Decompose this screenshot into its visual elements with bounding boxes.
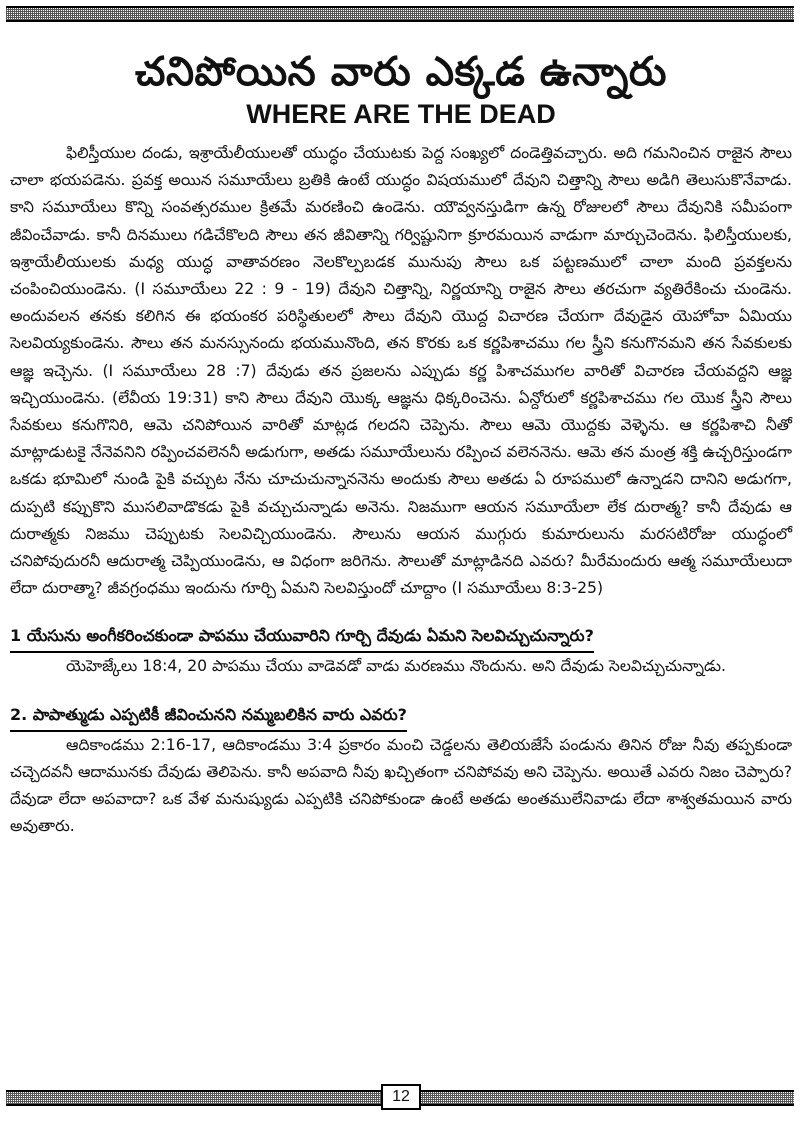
page-number: 12 [381,1084,421,1110]
question-block-2 [10,681,792,841]
top-decorative-band [6,6,794,22]
answer-paragraph-1: యెహెజ్కేలు 18:4, 20 పాపము చేయు వాడెవడో వాడు మరణము నొందును. అని దేవుడు సెలవిచ్చుచున్నాడు. [66,657,726,676]
question-block-1 [10,602,792,680]
intro-paragraph: ఫిలిస్తీయుల దండు, ఇశ్రాయేలీయులతో యుద్ధం చేయుటకు పెద్ద సంఖ్యలో దండెత్తివచ్చారు. అది గమనించిన రాజైన సౌలు చాలా భయపడెను. ప్రవక్త అయిన సమూయేలు బ్రతికి ఉంటే యుద్ధం విషయములో దేవుని చిత్తాన్ని సౌలు అడిగి తెలుసుకొనేవాడు. కాని సమూయేలు కొన్ని సంవత్సరముల క్రితమే మరణించి ఉండెను. యౌవ్వనస్తుడిగా ఉన్న రోజులలో సౌలు దేవునికి సమీపంగా జీవించేవాడు. కానీ దినములు గడిచేకొలది సౌలు తన జీవితాన్ని గర్విష్టునిగా క్రూరమయిన వాడుగా మార్చుచెందెను. ఫిలిస్తీయులకు, ఇశ్రాయేలీయులకు మధ్య యుద్ధ వాతావరణం నెలకొల్పబడక మునుపు సౌలు ఒక పట్టణములో చాలా మంది ప్రవక్తలను చంపించియుండెను. (I సమూయేలు 22 : 9 - 19) దేవుని చిత్తాన్ని, నిర్ణయాన్ని రాజైన సౌలు తరచుగా వ్యతిరేకించు చుండెను. అందువలన తనకు కలిగిన ఈ భయంకర పరిస్థితులలో సౌలు దేవుని యొద్ద విచారణ చేయగా దేవుడైన యెహోవా ఏమియు సెలవియ్యకుండెను. సౌలు తన మనస్సునందు భయమునొంది, తన కొరకు ఒక కర్ణపిశాచము గల స్త్రీని కనుగొనమని తన సేవకులకు ఆజ్ఞ ఇచ్చెను. (I సమూయేలు 28 :7) దేవుడు తన ప్రజలను ఎప్పుడు కర్ణ పిశాచముగల వారితో విచారణ చేయవద్దని ఆజ్ఞ ఇచ్చియుండెను. (లేవీయ 19:31) కాని సౌలు దేవుని యొక్క ఆజ్ఞను ధిక్కరించెను. ఏన్దోరులో కర్ణపిశాచము గల యొక స్త్రీని సౌలు సేవకులు కనుగొనిరి, ఆమె చనిపోయిన వారితో మాట్లడ గలదని చెప్పెను. సౌలు ఆమె యొద్దకు వెళ్ళెను. ఆ కర్ణపిశాచి నీతో మాట్లాడుటకై నేనెవనిని రప్పించవలెననీ అడుగుగా, అతడు సమూయేలును రప్పించ వలెననెను. ఆమె తన మంత్ర శక్తి ఉచ్చరిస్తుండగా ఒకడు భూమిలో నుండి పైకి వచ్చుట నేను చూచుచున్నాననెను అందుకు సౌలు అతడు ఏ రూపములో ఉన్నాడని దానిని అడుగగా, దుప్పటి కప్పుకొని ముసలివాడొకడు పైకి వచ్చుచున్నాడు అనెను. నిజముగా ఆయన సమూయేలా లేక దురాత్మ? కానీ దేవుడు ఆ దురాత్మకు నిజము చెప్పుటకు సెలవిచ్చియుండెను. సౌలును ఆయన ముగ్గురు కుమారులును మరసటిరోజు యుద్ధంలో చనిపోవుదురనీ ఆదురాత్మ చెప్పియుండెను, ఆ విధంగా జరిగెను. సౌలుతో మాట్లాడినది ఎవరు? మీరేమందురు ఆత్మ సమూయేలుదా లేదా దురాత్మా? జీవగ్రంధము ఇందును గూర్చి ఏమని సెలవిస్తుందో చూద్దాం (I సమూయేలు 8:3-25) [10,144,792,598]
answer-paragraph-2: ఆదికాండము 2:16-17, ఆదికాండము 3:4 ప్రకారం మంచి చెడ్డలను తెలియజేసే పండును తినిన రోజు నీవు తప్పకుండా చచ్చెదవనీ ఆదామునకు దేవుడు తెలిపెను. కానీ అపవాది నీవు ఖచ్చితంగా చనిపోవవు అని చెప్పెను. అయితే ఎవరు నిజం చెప్పారు? దేవుడా లేదా అపవాదా? ఒక వేళ మనుష్యుడు ఎప్పటికి చనిపోకుండా ఉంటే అతడు అంతములేనివాడు లేదా శాశ్వతమయిన వారు అవుతారు. [10,735,792,836]
page-title-telugu: చనిపోయిన వారు ఎక్కడ ఉన్నారు [135,49,667,95]
question-heading-2: 2. పాపాత్ముడు ఎప్పటికీ జీవించునని నమ్మబలికిన వారు ఎవరు? [10,701,407,732]
page-content [10,48,792,840]
question-heading-1: 1 యేసును అంగీకరించకుండా పాపము చేయువారిని గూర్చి దేవుడు ఏమని సెలవిచ్చుచున్నారు? [10,622,594,653]
page-title-english: WHERE ARE THE DEAD [246,99,556,129]
